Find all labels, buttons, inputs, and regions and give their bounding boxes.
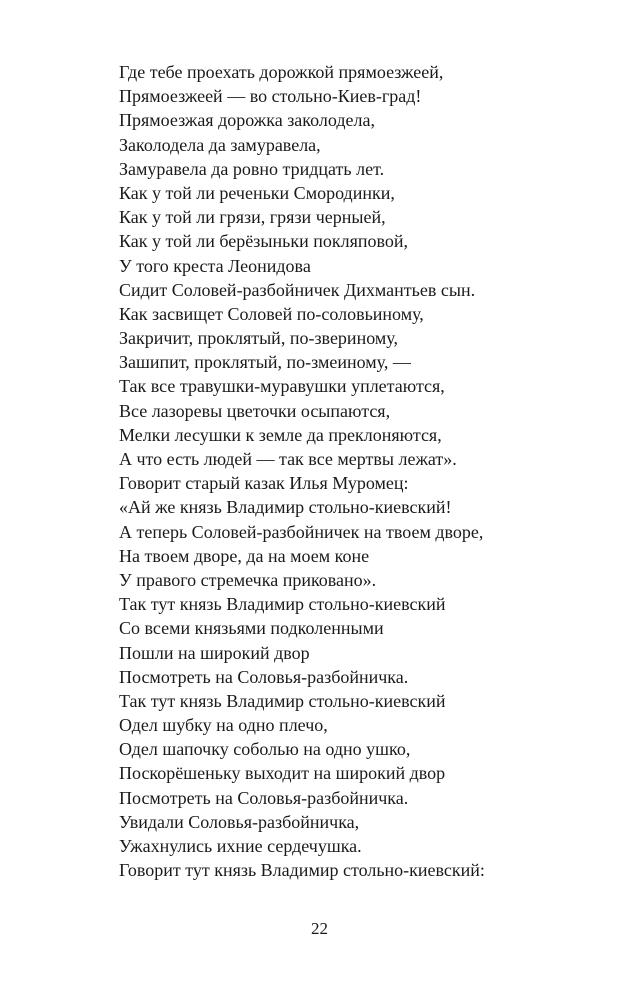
- poem-line: У того креста Леонидова: [119, 255, 311, 276]
- poem-line: Закричит, проклятый, по-звериному,: [119, 328, 398, 349]
- poem-line: Ужахнулись ихние сердечушка.: [119, 836, 362, 856]
- poem-line: Увидали Соловья-разбойничка,: [119, 811, 360, 832]
- poem-line: Поскорёшеньку выходит на широкий двор: [119, 763, 446, 784]
- poem-line: А теперь Соловей-разбойничек на твоем дворе,: [119, 521, 484, 542]
- poem-line: Говорит тут князь Владимир стольно-киевский:: [119, 860, 485, 881]
- poem-line: «Ай же князь Владимир стольно-киевский!: [119, 497, 452, 518]
- poem-line: Одел шубку на одно плечо,: [119, 715, 328, 736]
- poem-line: Как засвищет Соловей по-соловьиному,: [119, 303, 424, 324]
- poem-text: [119, 60, 619, 882]
- poem-line: На твоем дворе, да на моем коне: [119, 545, 370, 566]
- page-number: 22: [311, 919, 328, 938]
- poem-line: Со всеми князьями подколенными: [119, 618, 384, 639]
- poem-line: Как у той ли берёзыньки покляповой,: [119, 231, 408, 252]
- poem-line: У правого стремечка приковано».: [119, 569, 377, 590]
- poem-line: Заколодела да замуравела,: [119, 134, 321, 155]
- poem-line: Все лазоревы цветочки осыпаются,: [119, 400, 391, 421]
- poem-line: Где тебе проехать дорожкой прямоезжеей,: [119, 62, 444, 82]
- poem-line: Посмотреть на Соловья-разбойничка.: [119, 787, 409, 808]
- poem-line: Говорит старый казак Илья Муромец:: [119, 473, 409, 494]
- poem-line: Так все травушки-муравушки уплетаются,: [119, 376, 445, 397]
- poem-line: Пошли на широкий двор: [119, 642, 310, 663]
- poem-line: Посмотреть на Соловья-разбойничка.: [119, 666, 409, 687]
- poem-line: Прямоезжеей — во стольно-Киев-град!: [119, 86, 422, 107]
- poem-line: Так тут князь Владимир стольно-киевский: [119, 690, 446, 711]
- poem-line: Замуравела да ровно тридцать лет.: [119, 158, 385, 179]
- poem-line: Зашипит, проклятый, по-змеиному, —: [119, 352, 411, 373]
- poem-line: Как у той ли реченьки Смородинки,: [119, 182, 395, 203]
- poem-line: Как у той ли грязи, грязи черныей,: [119, 207, 386, 228]
- poem-line: Одел шапочку соболью на одно ушко,: [119, 739, 411, 760]
- poem-line: Так тут князь Владимир стольно-киевский: [119, 594, 446, 615]
- poem-line: А что есть людей — так все мертвы лежат».: [119, 449, 457, 469]
- poem-line: Сидит Соловей-разбойничек Дихмантьев сын.: [119, 279, 476, 300]
- poem-line: Мелки лесушки к земле да преклоняются,: [119, 424, 442, 445]
- poem-line: Прямоезжая дорожка заколодела,: [119, 110, 375, 131]
